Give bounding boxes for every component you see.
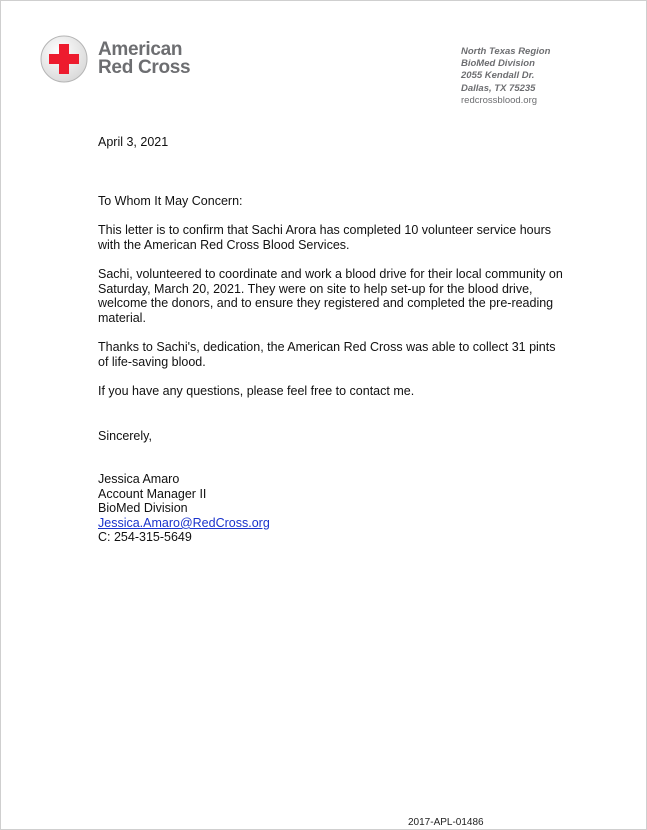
address-region: North Texas Region (461, 46, 551, 57)
signer-name: Jessica Amaro (98, 472, 180, 486)
address-division: BioMed Division (461, 58, 535, 70)
closing: Sincerely, (98, 429, 152, 443)
address-website[interactable]: redcrossblood.org (461, 94, 538, 106)
paragraph-contact: If you have any questions, please feel free to contact me. (98, 384, 415, 398)
document-number: 2017-APL-01486 (408, 817, 484, 828)
address-street: 2055 Kendall Dr. (461, 70, 535, 82)
address-city: Dallas, TX 75235 (461, 82, 536, 94)
signer-phone: C: 254-315-5649 (98, 530, 192, 545)
signature-block (98, 472, 270, 545)
paragraph-confirmation: This letter is to confirm that Sachi Arora has completed 10 volunteer service hours with the American Red Cross Blood Services. (98, 223, 551, 252)
american-red-cross-logo (40, 35, 190, 83)
signer-division: BioMed Division (98, 501, 188, 516)
signer-email-link[interactable]: Jessica.Amaro@RedCross.org (98, 515, 270, 530)
letter-date: April 3, 2021 (98, 135, 169, 149)
logo-line-2: Red Cross (98, 57, 191, 78)
salutation: To Whom It May Concern: (98, 194, 243, 208)
red-cross-icon (40, 35, 88, 83)
logo-line-1: American (98, 39, 183, 60)
sender-address (461, 46, 550, 107)
paragraph-activities: Sachi, volunteered to coordinate and work a blood drive for their local community on Saturday, March 20, 2021. They were on site to help set-up for the blood drive, welcome the donors, and to ensure they registered and completed the pre-reading material. (98, 267, 563, 325)
paragraph-impact: Thanks to Sachi's, dedication, the American Red Cross was able to collect 31 pints of life-saving blood. (98, 340, 556, 369)
logo-wordmark (98, 41, 190, 77)
signer-title: Account Manager II (98, 486, 207, 501)
